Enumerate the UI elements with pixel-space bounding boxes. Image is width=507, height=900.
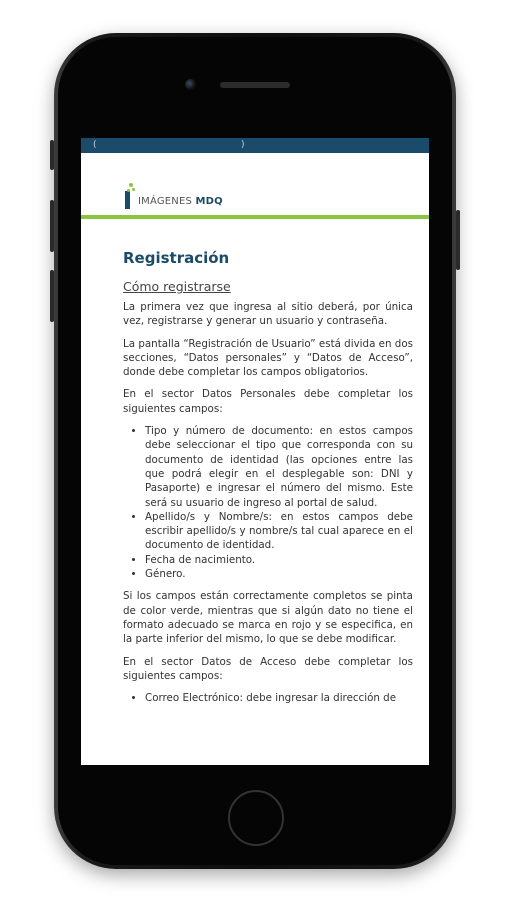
paragraph: Si los campos están correctamente completos se pinta de color verde, mientras que si algún dato no tiene el formato adecuado se marca en rojo y se especifica, en la parte inferior del mismo, lo que se debe modificar. — [123, 590, 413, 646]
list-item: • Fecha de nacimiento. — [145, 553, 413, 567]
app-screen — [81, 138, 429, 765]
logo-text — [138, 196, 223, 209]
list-item: • Género. — [145, 567, 413, 581]
volume-up-button — [50, 200, 54, 252]
article-content — [81, 249, 429, 705]
list-item: • Correo Electrónico: debe ingresar la dirección de — [145, 691, 413, 705]
paragraph: La primera vez que ingresa al sitio deberá, por única vez, registrarse y generar un usuario y contraseña. — [123, 301, 413, 328]
access-fields-list — [123, 691, 413, 705]
paragraph: En el sector Datos de Acceso debe completar los siguientes campos: — [123, 655, 413, 682]
paragraph: La pantalla “Registración de Usuario” está divida en dos secciones, “Datos personales” y “Datos de Acceso”, donde debe completar los campos obligatorios. — [123, 337, 413, 379]
volume-down-button — [50, 270, 54, 322]
section-subtitle: Cómo registrarse — [123, 279, 231, 294]
top-navigation-bar — [81, 138, 429, 153]
site-header — [81, 153, 429, 219]
logo-text-imagenes: IMÁGENES — [138, 196, 193, 207]
personal-fields-list — [123, 424, 413, 581]
home-button[interactable] — [228, 790, 284, 846]
front-camera — [185, 79, 196, 90]
logo-text-mdq: MDQ — [195, 196, 223, 207]
silent-switch — [50, 140, 54, 170]
imagenes-mdq-logo[interactable] — [123, 183, 223, 209]
page-title: Registración — [123, 249, 230, 267]
topbar-fragment-right: ) — [241, 140, 245, 150]
paragraph: En el sector Datos Personales debe completar los siguientes campos: — [123, 388, 413, 415]
logo-mark-icon — [123, 183, 135, 209]
earpiece-speaker — [220, 82, 290, 88]
power-button — [456, 210, 460, 270]
topbar-fragment-left: ( — [93, 140, 97, 150]
list-item: • Apellido/s y Nombre/s: en estos campos debe escribir apellido/s y nombre/s tal cual aparece en el documento de identidad. — [145, 510, 413, 553]
list-item: • Tipo y número de documento: en estos campos debe seleccionar el tipo que corresponda con su documento de identidad (las opciones entre las que podrá elegir en el desplegable son: DNI y Pasaporte) e ingresar el número del mismo. Este será su usuario de ingreso al portal de salud. — [145, 424, 413, 510]
